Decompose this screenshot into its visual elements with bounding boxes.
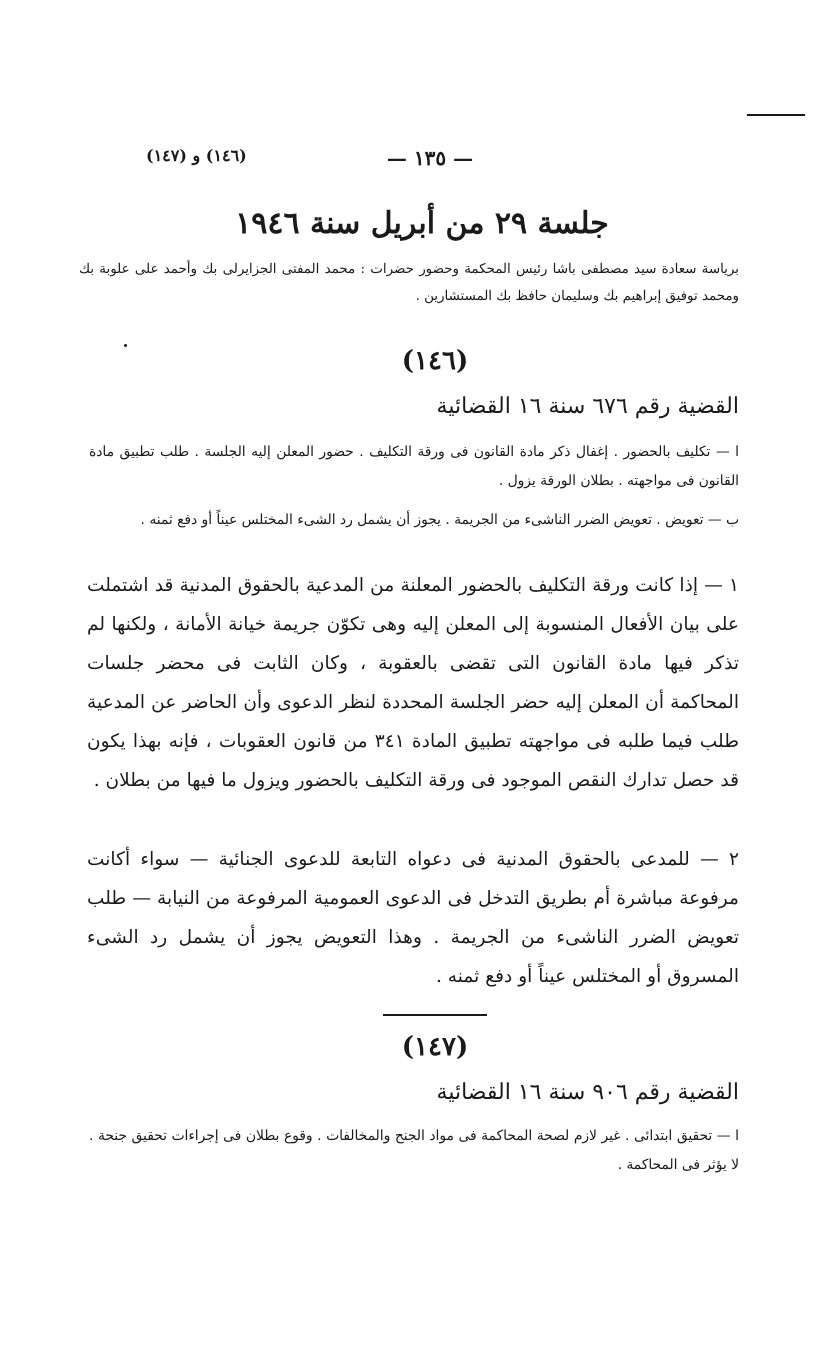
case-title: القضية رقم ٩٠٦ سنة ١٦ القضائية bbox=[436, 1080, 739, 1105]
top-edge-rule bbox=[747, 114, 805, 116]
headnote: ا — تحقيق ابتدائى . غير لازم لصحة المحاكمة فى مواد الجنح والمخالفات . وقوع بطلان فى إجراءات تحقيق جنحة . لا يؤثر فى المحاكمة . bbox=[89, 1128, 739, 1173]
headnote: ب — تعويض . تعويض الضرر الناشىء من الجريمة . يجوز أن يشمل رد الشىء المختلس عيناً أو دفع ثمنه . bbox=[140, 512, 739, 528]
session-title: جلسة ٢٩ من أبريل سنة ١٩٤٦ bbox=[235, 206, 609, 241]
body-paragraph: ٢ — للمدعى بالحقوق المدنية فى دعواه التابعة للدعوى الجنائية — سواء أكانت مرفوعة مباشرة أم بطريق التدخل فى الدعوى العمومية المرفوعة من النيابة — طلب تعويض الضرر الناشىء من الجريمة . وهذا التعويض يجوز أن يشمل رد الشىء المسروق أو المختلس عيناً أو دفع ثمنه . bbox=[87, 849, 739, 987]
session-presidency: برياسة سعادة سيد مصطفى باشا رئيس المحكمة وحضور حضرات : محمد المفتى الجزايرلى بك وأحمد على علوبة بك ومحمد توفيق إبراهيم بك وسليمان حافظ بك المستشارين . bbox=[79, 262, 739, 304]
headnote: ا — تكليف بالحضور . إغفال ذكر مادة القانون فى ورقة التكليف . حضور المعلن إليه الجلسة . طلب تطبيق مادة القانون فى مواجهته . بطلان الورقة يزول . bbox=[89, 444, 739, 489]
case-divider bbox=[383, 1014, 487, 1016]
case-number: (١٤٧) bbox=[401, 1032, 469, 1062]
case-title: القضية رقم ٦٧٦ سنة ١٦ القضائية bbox=[436, 394, 739, 419]
page-number: — ١٣٥ — bbox=[386, 146, 474, 170]
body-paragraph: ١ — إذا كانت ورقة التكليف بالحضور المعلنة من المدعية بالحقوق المدنية قد اشتملت على بيان الأفعال المنسوبة إلى المعلن إليه وهى تكوّن جريمة خيانة الأمانة ، ولكنها لم تذكر فيها مادة القانون التى تقضى بالعقوبة ، وكان الثابت فى محضر جلسات المحاكمة أن المعلن إليه حضر الجلسة المحددة لنظر الدعوى وأن الحاضر عن المدعية طلب فيما طلبه فى مواجهته تطبيق المادة ٣٤١ من قانون العقوبات ، فإنه بهذا يكون قد حصل تدارك النقص الموجود فى ورقة التكليف بالحضور ويزول ما فيها من بطلان . bbox=[87, 575, 739, 791]
case-number: (١٤٦) bbox=[401, 346, 469, 376]
margin-mark bbox=[124, 344, 127, 347]
running-header-case-range: (١٤٦) و (١٤٧) bbox=[146, 146, 247, 165]
